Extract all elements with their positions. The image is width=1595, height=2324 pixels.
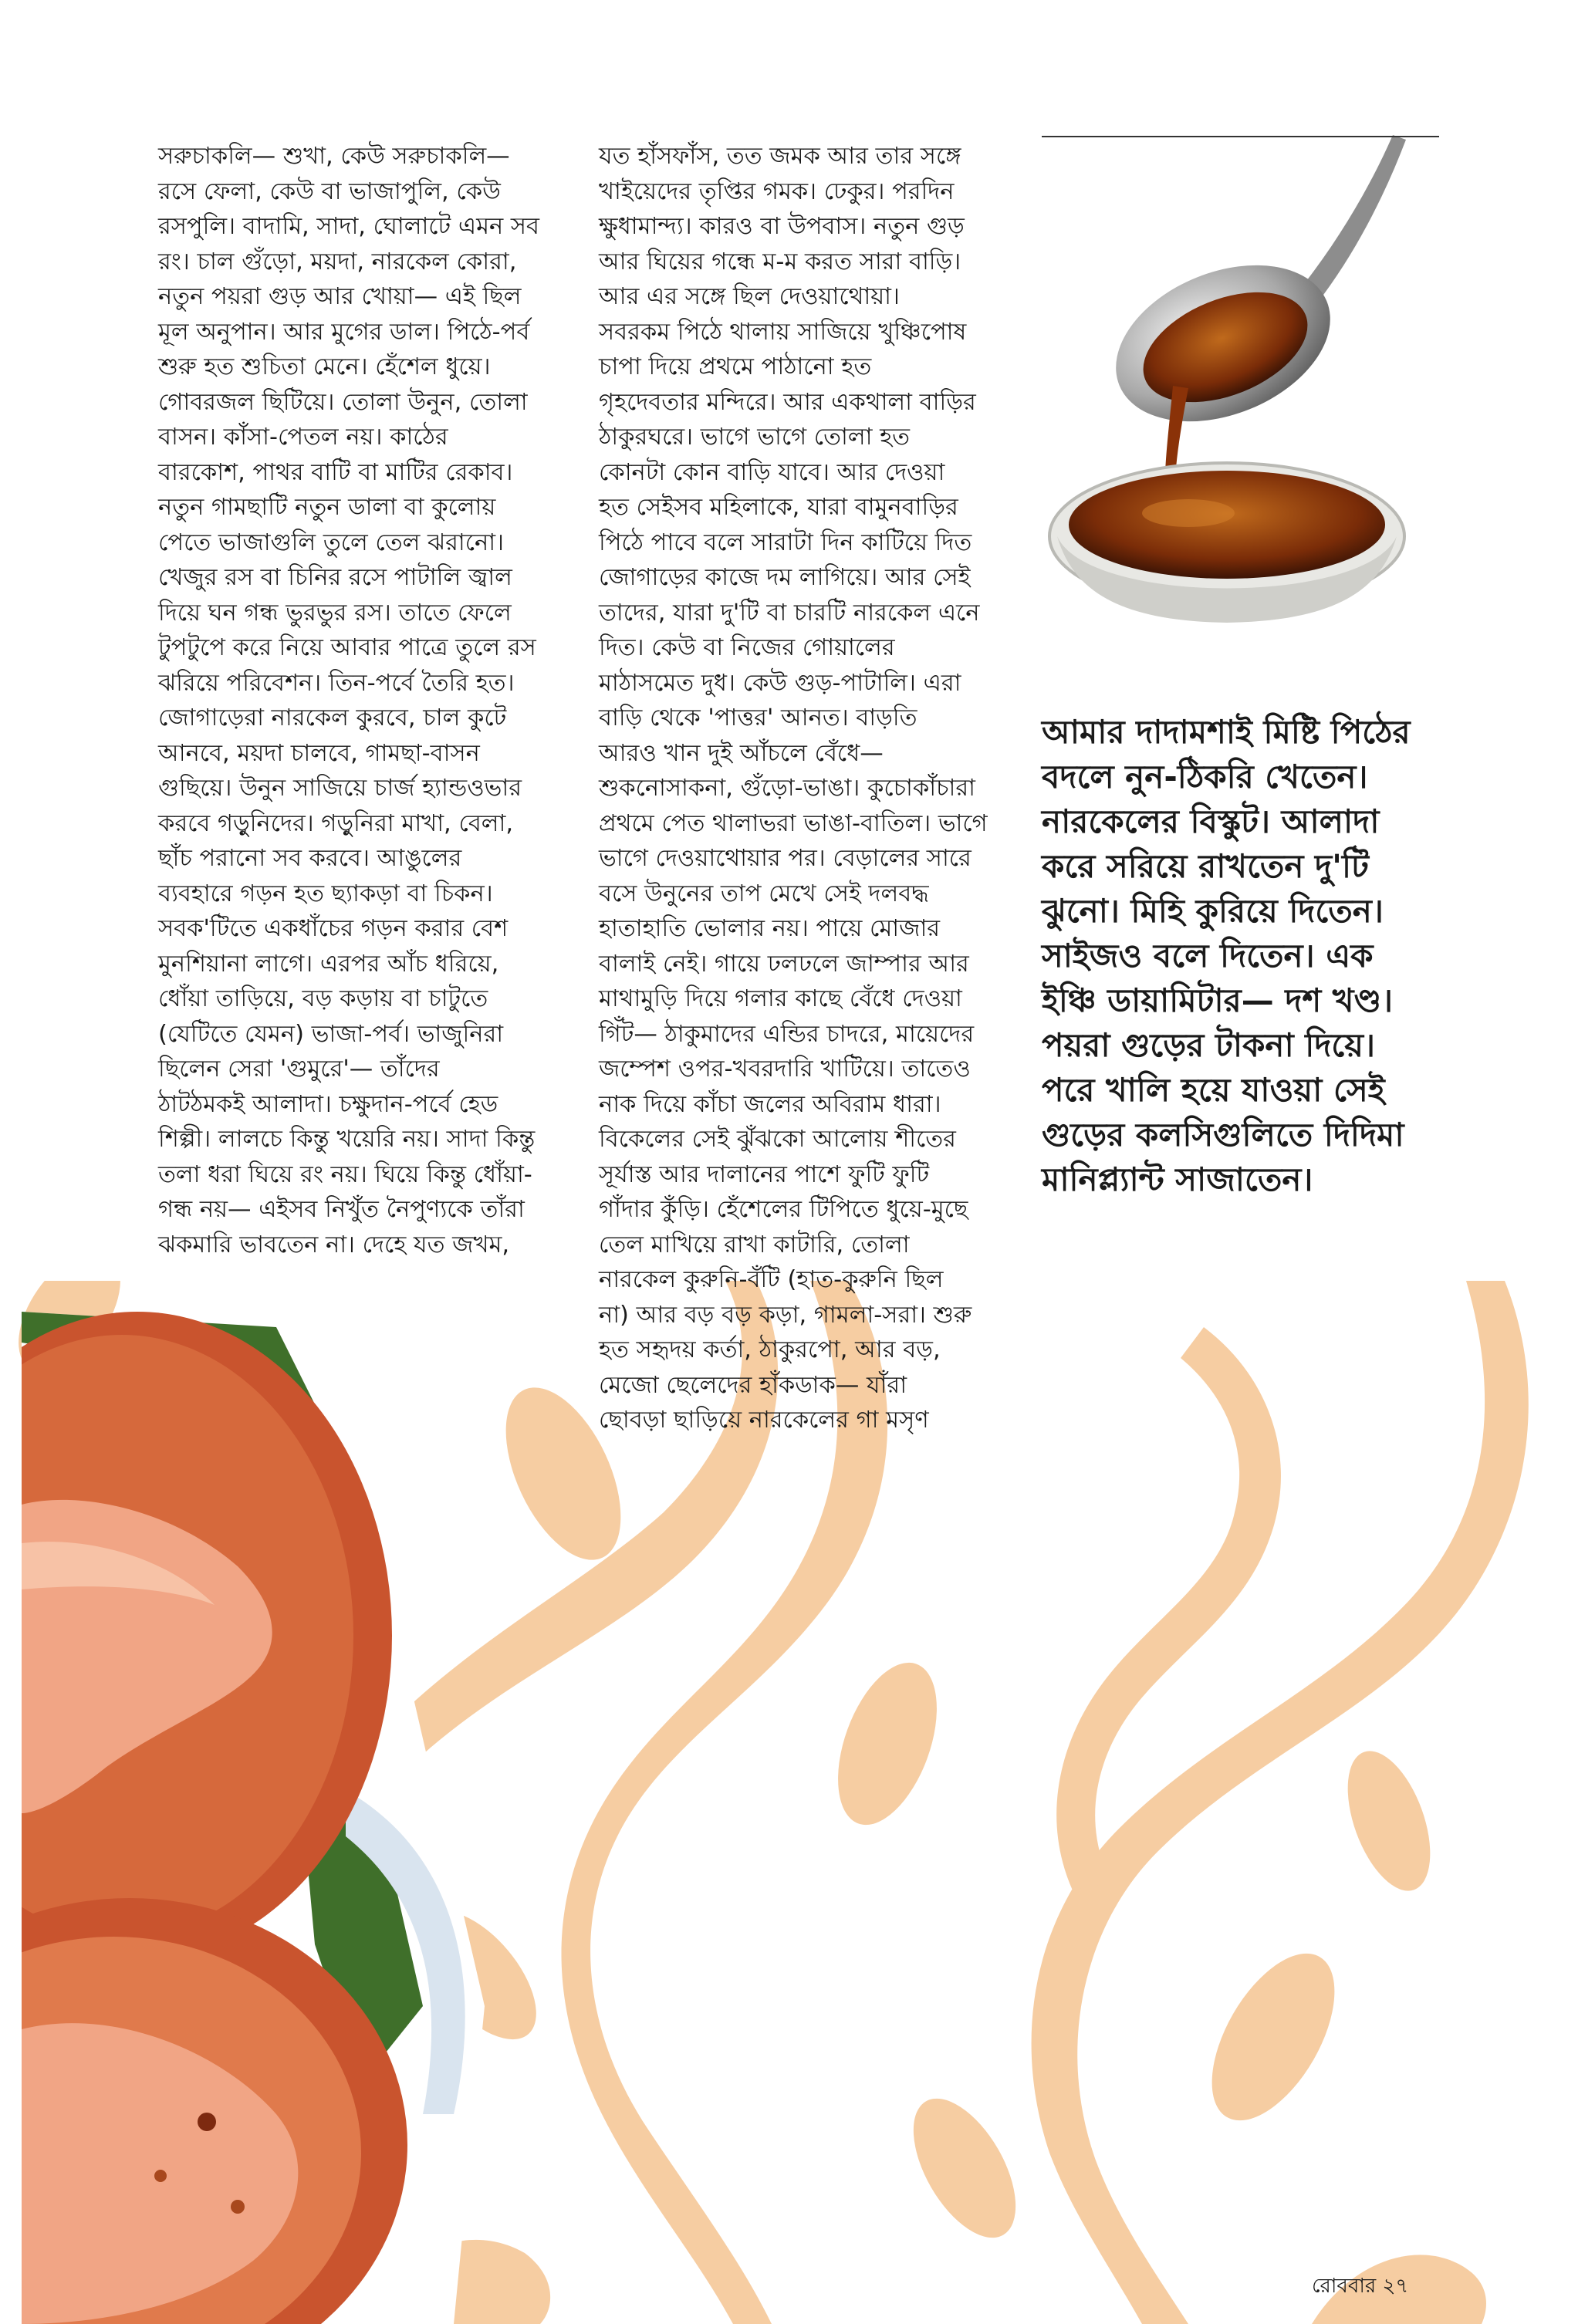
text-line: নতুন গামছাটি নতুন ডালা বা কুলোয় <box>158 494 496 521</box>
text-line: গোবরজল ছিটিয়ে। তোলা উনুন, তোলা <box>158 388 528 416</box>
text-line: তেল মাখিয়ে রাখা কাটারি, তোলা <box>599 1231 910 1258</box>
text-line: ক্ষুধামান্দ্য। কারও বা উপবাস। নতুন গুড় <box>599 213 965 240</box>
text-line: ভাগে দেওয়াথোয়ার পর। বেড়ালের সারে <box>599 845 972 872</box>
article-column-2 <box>599 139 1008 1438</box>
text-line: ছিলেন সেরা 'গুমুরে'— তাঁদের <box>158 1056 440 1083</box>
text-line: দিত। কেউ বা নিজের গোয়ালের <box>599 634 895 661</box>
text-line: ছোবড়া ছাড়িয়ে নারকেলের গা মসৃণ <box>599 1407 929 1434</box>
text-line: না) আর বড় বড় কড়া, গামলা-সরা। শুরু <box>599 1301 972 1329</box>
text-line: বাসন। কাঁসা-পেতল নয়। কাঠের <box>158 424 448 451</box>
text-line: ঠাটঠমকই আলাদা। চক্ষুদান-পর্বে হেড <box>158 1090 498 1118</box>
text-line: খাইয়েদের তৃপ্তির গমক। ঢেকুর। পরদিন <box>599 177 955 205</box>
pitha-plate-image <box>22 1312 500 2324</box>
text-line: নারকেল কুরুনি-বঁটি (হাত-কুরুনি ছিল <box>599 1266 944 1293</box>
text-line: পয়রা গুড়ের টাকনা দিয়ে। <box>1042 1026 1376 1064</box>
page-footer: রোববার ২৭ <box>1312 2275 1409 2298</box>
text-line: সরুচাকলি— শুখা, কেউ সরুচাকলি— <box>158 143 510 170</box>
text-line: মাঠাসমেত দুধ। কেউ গুড়-পাটালি। এরা <box>599 669 961 697</box>
text-line: তলা ধরা ঘিয়ে রং নয়। ঘিয়ে কিন্তু ধোঁয়া- <box>158 1160 532 1188</box>
text-line: আমার দাদামশাই মিষ্টি পিঠের <box>1042 713 1411 751</box>
text-line: মেজো ছেলেদের হাঁকডাক— যাঁরা <box>599 1371 907 1399</box>
text-line: বিকেলের সেই ঝুঁঝকো আলোয় শীতের <box>599 1126 956 1153</box>
text-line: হাতাহাতি ভোলার নয়। পায়ে মোজার <box>599 915 941 942</box>
text-line: কোনটা কোন বাড়ি যাবে। আর দেওয়া <box>599 458 945 486</box>
spoon-syrup-image <box>1042 135 1443 629</box>
text-line: গুড়ের কলসিগুলিতে দিদিমা <box>1042 1116 1404 1154</box>
text-line: জম্পেশ ওপর-খবরদারি খাটিয়ে। তাতেও <box>599 1056 971 1083</box>
text-line: করবে গড়ুনিদের। গড়ুনিরা মাখা, বেলা, <box>158 809 514 837</box>
text-line: ঝরিয়ে পরিবেশন। তিন-পর্বে তৈরি হত। <box>158 669 515 697</box>
text-line: (যেটিতে যেমন) ভাজা-পর্ব। ভাজুনিরা <box>158 1020 504 1048</box>
text-line: মানিপ্ল্যান্ট সাজাতেন। <box>1042 1160 1313 1198</box>
text-line: বসে উনুনের তাপ মেখে সেই দলবদ্ধ <box>599 880 929 907</box>
top-rule <box>1042 136 1439 137</box>
text-line: নারকেলের বিস্কুট। আলাদা <box>1042 802 1380 840</box>
text-line: ঝুনো। মিহি কুরিয়ে দিতেন। <box>1042 892 1384 930</box>
text-line: চাপা দিয়ে প্রথমে পাঠানো হত <box>599 353 872 380</box>
text-line: গিঁট— ঠাকুমাদের এন্ডির চাদরে, মায়েদের <box>599 1020 975 1048</box>
text-line: যত হাঁসফাঁস, তত জমক আর তার সঙ্গে <box>599 143 961 170</box>
text-line: বারকোশ, পাথর বাটি বা মাটির রেকাব। <box>158 458 513 486</box>
text-line: গৃহদেবতার মন্দিরে। আর একথালা বাড়ির <box>599 388 976 416</box>
text-line: ছাঁচ পরানো সব করবে। আঙুলের <box>158 845 462 872</box>
text-line: ইঞ্চি ডায়ামিটার— দশ খণ্ড। <box>1042 981 1394 1019</box>
text-line: ঠাকুরঘরে। ভাগে ভাগে তোলা হত <box>599 424 911 451</box>
text-line: পেতে ভাজাগুলি তুলে তেল ঝরানো। <box>158 529 504 556</box>
text-line: আর এর সঙ্গে ছিল দেওয়াথোয়া। <box>599 283 900 310</box>
text-line: বাড়ি থেকে 'পাত্তর' আনত। বাড়তি <box>599 704 917 731</box>
text-line: মুনশিয়ানা লাগে। এরপর আঁচ ধরিয়ে, <box>158 950 499 978</box>
text-line: রং। চাল গুঁড়ো, ময়দা, নারকেল কোরা, <box>158 248 517 275</box>
text-line: রসপুলি। বাদামি, সাদা, ঘোলাটে এমন সব <box>158 213 540 240</box>
text-line: খেজুর রস বা চিনির রসে পাটালি জ্বাল <box>158 564 512 591</box>
text-line: পিঠে পাবে বলে সারাটা দিন কাটিয়ে দিত <box>599 529 972 556</box>
text-line: সবক'টিতে একধাঁচের গড়ন করার বেশ <box>158 915 509 942</box>
text-line: তাদের, যারা দু'টি বা চারটি নারকেল এনে <box>599 599 980 627</box>
text-line: রসে ফেলা, কেউ বা ভাজাপুলি, কেউ <box>158 177 501 205</box>
text-line: সবরকম পিঠে থালায় সাজিয়ে খুঞ্চিপোষ <box>599 318 967 346</box>
text-line: আরও খান দুই আঁচলে বেঁধে— <box>599 739 884 767</box>
text-line: গাঁদার কুঁড়ি। হেঁশেলের টিপিতে ধুয়ে-মুছে <box>599 1196 968 1223</box>
text-line: জোগাড়ের কাজে দম লাগিয়ে। আর সেই <box>599 564 971 591</box>
text-line: আর ঘিয়ের গন্ধে ম-ম করত সারা বাড়ি। <box>599 248 961 275</box>
text-line: শিল্পী। লালচে কিন্তু খয়েরি নয়। সাদা কিন্তু <box>158 1126 536 1153</box>
text-line: দিয়ে ঘন গন্ধ ভুরভুর রস। তাতে ফেলে <box>158 599 512 627</box>
text-line: ধোঁয়া তাড়িয়ে, বড় কড়ায় বা চাটুতে <box>158 985 488 1012</box>
text-line: আনবে, ময়দা চালবে, গামছা-বাসন <box>158 739 480 767</box>
text-line: সাইজও বলে দিতেন। এক <box>1042 937 1374 975</box>
article-column-1 <box>158 139 544 1262</box>
text-line: গুছিয়ে। উনুন সাজিয়ে চার্জ হ্যান্ডওভার <box>158 775 522 802</box>
text-line: বালাই নেই। গায়ে ঢলঢলে জাম্পার আর <box>599 950 969 978</box>
text-line: বদলে নুন-ঠিকরি খেতেন। <box>1042 758 1368 795</box>
text-line: ব্যবহারে গড়ন হত ছ্যাকড়া বা চিকন। <box>158 880 493 907</box>
text-line: মূল অনুপান। আর মুগের ডাল। পিঠে-পর্ব <box>158 318 530 346</box>
text-line: সূর্যাস্ত আর দালানের পাশে ফুটি ফুটি <box>599 1160 930 1188</box>
text-line: নতুন পয়রা গুড় আর খোয়া— এই ছিল <box>158 283 522 310</box>
text-line: মাথামুড়ি দিয়ে গলার কাছে বেঁধে দেওয়া <box>599 985 962 1012</box>
text-line: গন্ধ নয়— এইসব নিখুঁত নৈপুণ্যকে তাঁরা <box>158 1196 525 1223</box>
text-line: হত সেইসব মহিলাকে, যারা বামুনবাড়ির <box>599 494 958 521</box>
text-line: জোগাড়েরা নারকেল কুরবে, চাল কুটে <box>158 704 507 731</box>
pull-quote <box>1042 710 1474 1202</box>
text-line: শুকনোসাকনা, গুঁড়ো-ভাঙা। কুচোকাঁচারা <box>599 775 975 802</box>
text-line: নাক দিয়ে কাঁচা জলের অবিরাম ধারা। <box>599 1090 941 1118</box>
text-line: পরে খালি হয়ে যাওয়া সেই <box>1042 1071 1385 1109</box>
text-line: প্রথমে পেত থালাভরা ভাঙা-বাতিল। ভাগে <box>599 809 988 837</box>
text-line: টুপটুপে করে নিয়ে আবার পাত্রে তুলে রস <box>158 634 536 661</box>
text-line: করে সরিয়ে রাখতেন দু'টি <box>1042 847 1369 885</box>
text-line: হত সহৃদয় কর্তা, ঠাকুরপো, আর বড়, <box>599 1336 941 1363</box>
text-line: ঝকমারি ভাবতেন না। দেহে যত জখম, <box>158 1231 510 1258</box>
text-line: শুরু হত শুচিতা মেনে। হেঁশেল ধুয়ে। <box>158 353 491 380</box>
